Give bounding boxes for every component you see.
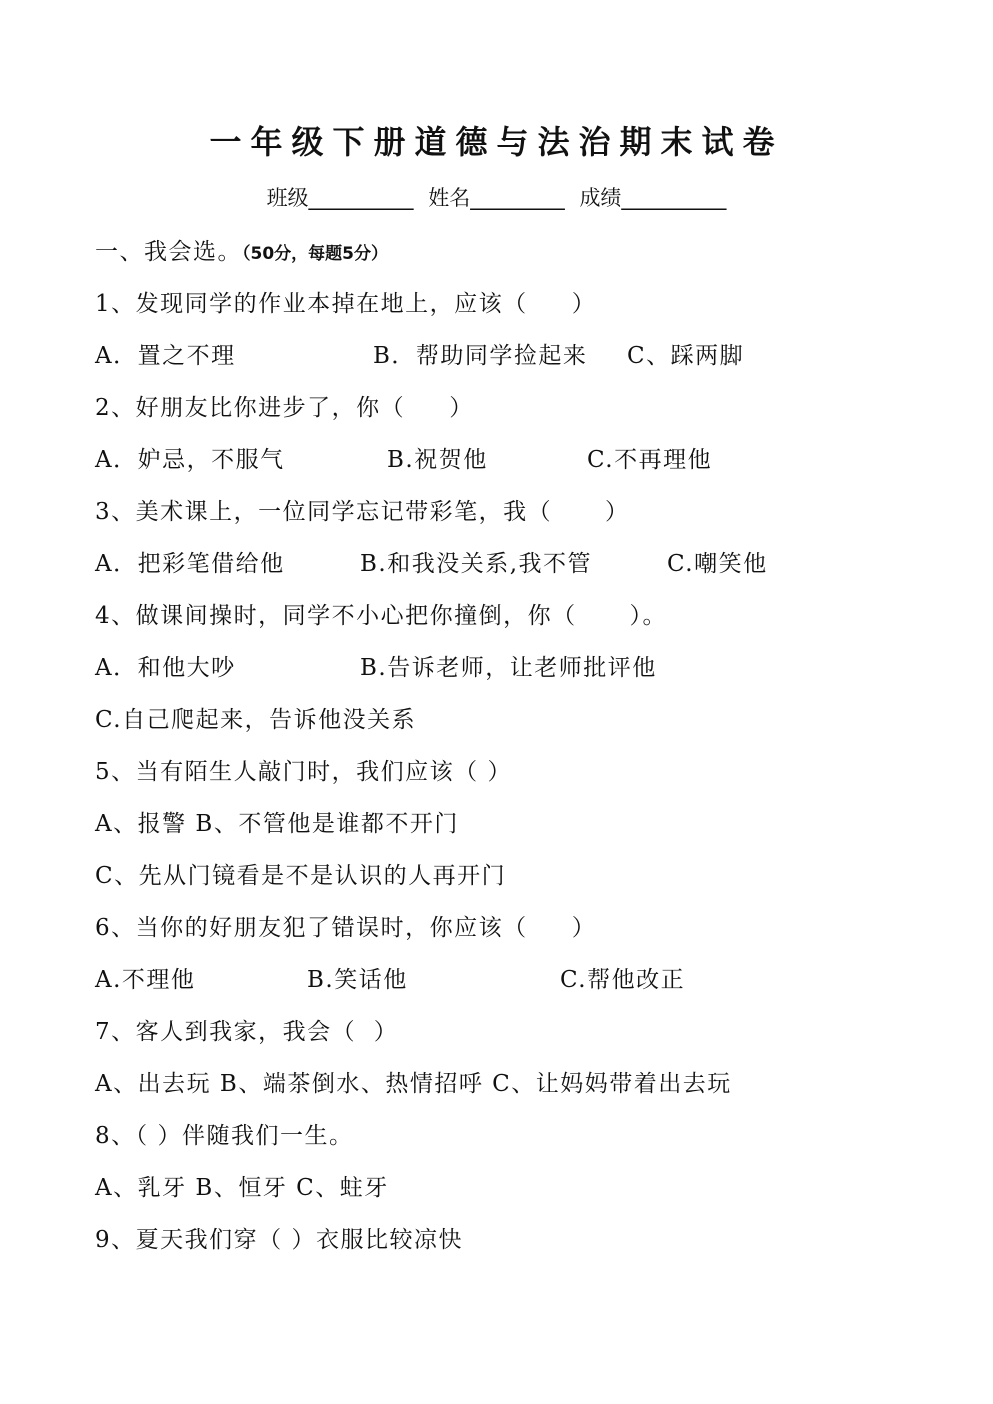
student-info-row [0, 183, 993, 213]
name-field: 姓名_________ [428, 186, 565, 210]
question-1-stem: 1、发现同学的作业本掉在地上，应该（ ） [95, 291, 597, 317]
question-3-option-c: C.嘲笑他 [667, 551, 768, 577]
question-2-stem: 2、好朋友比你进步了，你（ ） [95, 395, 474, 421]
score-field: 成绩__________ [579, 186, 727, 210]
question-2-option-b: B.祝贺他 [387, 447, 488, 473]
exam-title: 一年级下册道德与法治期末试卷 [209, 123, 784, 161]
question-4-stem: 4、做课间操时，同学不小心把你撞倒，你（ ）。 [95, 603, 667, 629]
question-8-stem: 8、（ ）伴随我们一生。 [95, 1123, 354, 1149]
question-6-option-b: B.笑话他 [307, 967, 408, 993]
question-5-stem: 5、当有陌生人敲门时，我们应该（ ） [95, 759, 512, 785]
question-6-option-c: C.帮他改正 [560, 967, 686, 993]
question-3-option-a: A．把彩笔借给他 [95, 551, 285, 577]
question-1-option-a: A．置之不理 [95, 343, 236, 369]
question-9-stem: 9、夏天我们穿（ ）衣服比较凉快 [95, 1227, 463, 1253]
section-scoring-note: （50分，每题5分） [242, 244, 388, 264]
class-field: 班级__________ [266, 186, 414, 210]
section-heading [95, 237, 388, 269]
question-2-option-a: A．妒忌，不服气 [95, 447, 285, 473]
question-3-stem: 3、美术课上，一位同学忘记带彩笔，我（ ） [95, 499, 630, 525]
question-7-stem: 7、客人到我家，我会（ ） [95, 1019, 399, 1045]
question-6-stem: 6、当你的好朋友犯了错误时，你应该（ ） [95, 915, 597, 941]
question-8-options: A、乳牙 B、恒牙 C、蛀牙 [95, 1175, 389, 1201]
question-5-option-c: C、先从门镜看是不是认识的人再开门 [95, 863, 507, 889]
question-7-options: A、出去玩 B、端茶倒水、热情招呼 C、让妈妈带着出去玩 [95, 1071, 732, 1097]
question-4-option-b: B.告诉老师，让老师批评他 [360, 655, 657, 681]
question-1-option-b: B．帮助同学捡起来 [373, 343, 588, 369]
question-4-option-a: A．和他大吵 [95, 655, 236, 681]
question-3-option-b: B.和我没关系,我不管 [360, 551, 593, 577]
question-6-option-a: A.不理他 [95, 967, 196, 993]
question-4-option-c: C.自己爬起来，告诉他没关系 [95, 707, 417, 733]
question-5-options-ab: A、报警 B、不管他是谁都不开门 [95, 811, 459, 837]
question-2-option-c: C.不再理他 [587, 447, 713, 473]
section-title: 一、我会选。 [95, 239, 242, 265]
question-1-option-c: C、踩两脚 [627, 343, 745, 369]
